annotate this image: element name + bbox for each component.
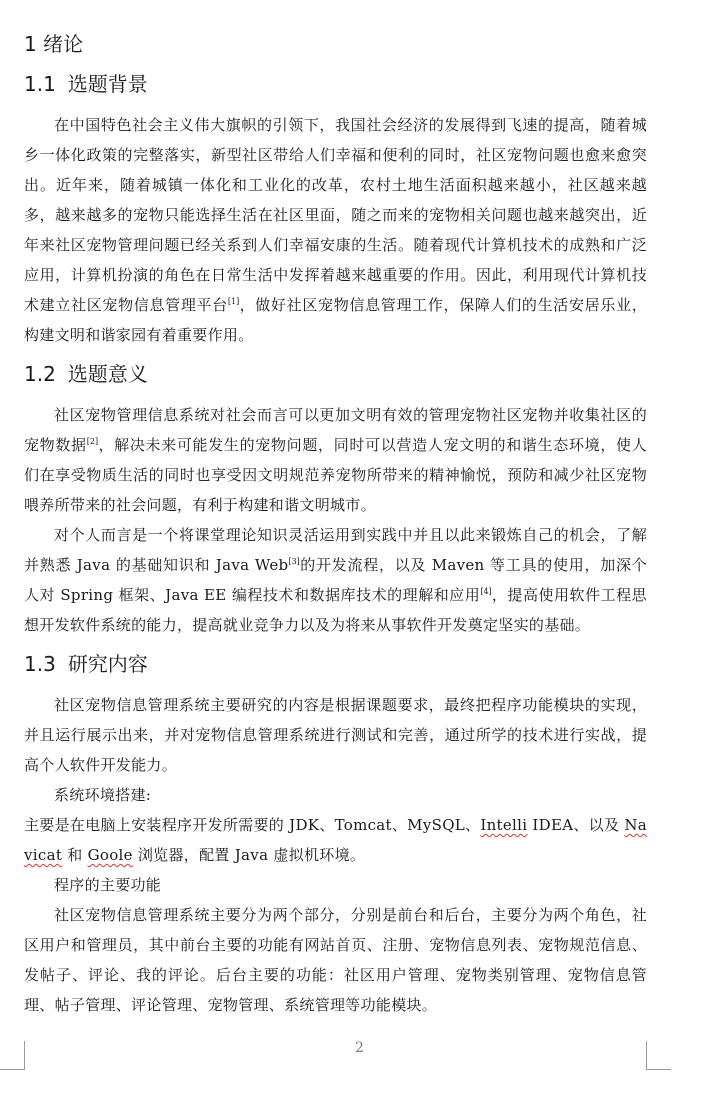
paragraph-main-functions-label: 程序的主要功能 [54, 876, 162, 894]
paragraph-text: 在中国特色社会主义伟大旗帜的引领下，我国社会经济的发展得到飞速的提高，随着城乡一体化政策的完整落实，新型社区带给人们幸福和便利的同时，社区宠物问题也愈来愈突出。近年来，随着城镇一体化和工业化的改革，农村土地生活面积越来越小，社区越来越多，越来越多的宠物只能选择生活在社区里面，随之而来的宠物相关问题也越来越突出，近年来社区宠物管理问题已经关系到人们幸福安康的生活。随着现代计算机技术的成熟和广泛应用，计算机扮演的角色在日常生活中发挥着越来越重要的作用。因此，利用现代计算机技术建立社区宠物信息管理平台 [24, 116, 647, 314]
paragraph-text: IDEA、以及 [527, 816, 625, 834]
paragraph-env-detail [24, 810, 647, 870]
section-title: 研究内容 [67, 652, 148, 676]
paragraph-text: ，提高使用软件工程思想开发软件系统的能力，提高就业竞争力以及为将来从事软件开发奠定坚实的基础。 [24, 586, 647, 634]
paragraph-research-content: 社区宠物信息管理系统主要研究的内容是根据课题要求，最终把程序功能模块的实现，并且运行展示出来，并对宠物信息管理系统进行测试和完善，通过所学的技术进行实战，提高个人软件开发能力。 [24, 696, 647, 774]
paragraph-text: ，做好社区宠物信息管理工作，保障人们的生活安居乐业，构建文明和谐家园有着重要作用。 [24, 296, 647, 344]
citation-ref: [4] [480, 587, 492, 596]
paragraph-text: 和 [62, 846, 88, 864]
citation-ref: [3] [288, 557, 300, 566]
chapter-heading: 1 绪论 [24, 32, 84, 56]
section-number: 1.2 [24, 362, 56, 386]
paragraph-text: 的开发流程，以及 Maven 等工具的使用，加深个人对 Spring 框架、Java EE 编程技术和数据库技术的理解和应用 [24, 556, 647, 604]
citation-ref: [1] [227, 297, 240, 306]
paragraph-significance-society [24, 400, 647, 520]
section-heading-1-3 [24, 650, 148, 678]
paragraph-text: 社区宠物管理信息系统对社会而言可以更加文明有效的管理宠物社区宠物并收集社区的宠物数据 [24, 406, 647, 454]
section-heading-1-1 [24, 70, 148, 98]
paragraph-text: 主要是在电脑上安装程序开发所需要的 JDK、Tomcat、MySQL、 [24, 816, 481, 834]
paragraph-significance-personal [24, 520, 647, 640]
paragraph-text: 对个人而言是一个将课堂理论知识灵活运用到实践中并且以此来锻炼自己的机会，了解并熟悉 Java 的基础知识和 Java Web [24, 526, 647, 574]
spellcheck-word: Goole [87, 846, 133, 864]
paragraph-text: 浏览器，配置 Java 虚拟机环境。 [132, 846, 366, 864]
section-title: 选题背景 [67, 72, 148, 96]
paragraph-background [24, 110, 647, 350]
paragraph-main-functions: 社区宠物信息管理系统主要分为两个部分，分别是前台和后台，主要分为两个角色，社区用户和管理员，其中前台主要的功能有网站首页、注册、宠物信息列表、宠物规范信息、发帖子、评论、我的评论。后台主要的功能：社区用户管理、宠物类别管理、宠物信息管理、帖子管理、评论管理、宠物管理、系统管理等功能模块。 [24, 906, 647, 1014]
citation-ref: [2] [86, 437, 99, 446]
paragraph-env-label: 系统环境搭建: [54, 786, 152, 804]
section-number: 1.3 [24, 652, 56, 676]
spellcheck-word: Intelli [480, 816, 528, 834]
spellcheck-word: Navicat [24, 816, 647, 864]
section-title: 选题意义 [67, 362, 148, 386]
crop-mark-right [646, 1041, 671, 1070]
paragraph-text: ，解决未来可能发生的宠物问题，同时可以营造人宠文明的和谐生态环境，使人们在享受物质生活的同时也享受因文明规范养宠物所带来的精神愉悦，预防和减少社区宠物喂养所带来的社会问题，有利于构建和谐文明城市。 [24, 436, 647, 514]
section-heading-1-2 [24, 360, 148, 388]
page-number: 2 [355, 1040, 364, 1056]
section-number: 1.1 [24, 72, 56, 96]
